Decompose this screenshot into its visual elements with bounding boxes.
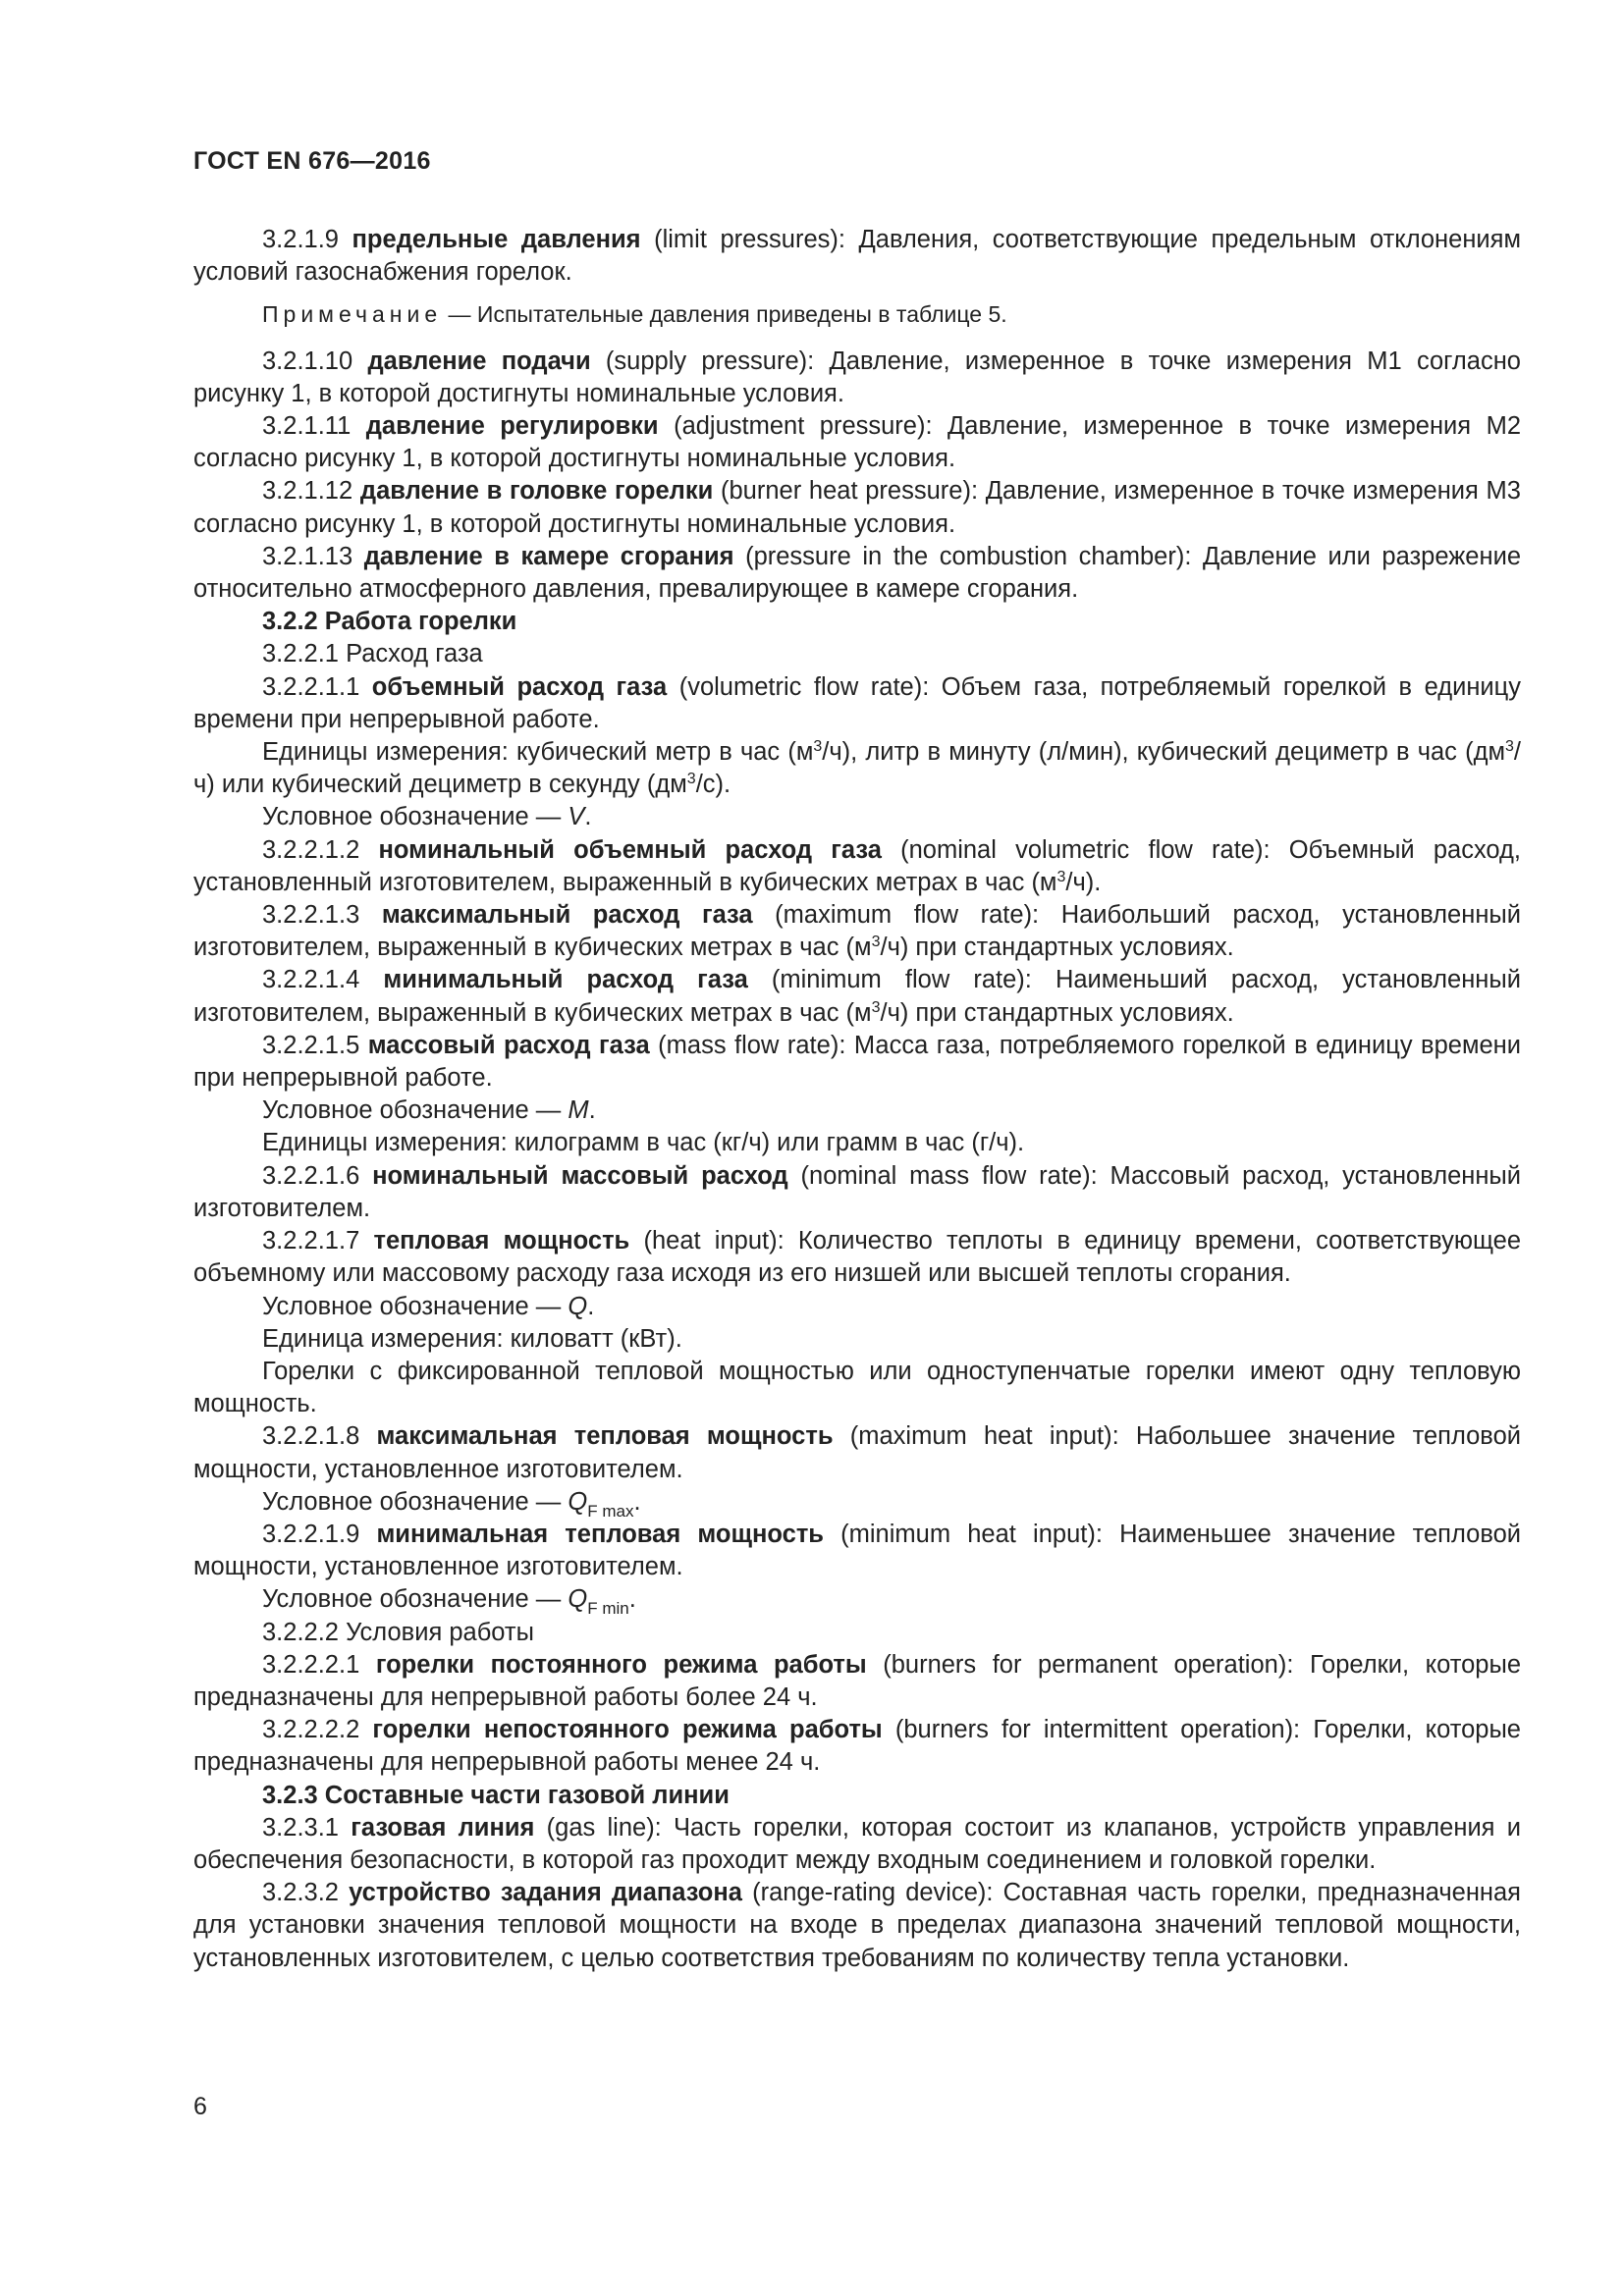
term: максимальная тепловая мощность [376,1422,834,1451]
definition-3-2-2-1-5: 3.2.2.1.5 массовый расход газа (mass flow rate): Масса газа, потребляемого горелкой в единицу времени при непрерывной работе. [193,1031,1521,1093]
section-heading-3-2-2: 3.2.2 Работа горелки [262,608,517,636]
symbol-m: Условное обозначение — M. [262,1096,596,1125]
document-body [193,224,1521,1975]
section-heading-3-2-3: 3.2.3 Составные части газовой линии [262,1781,730,1809]
definition-3-2-3-1: 3.2.3.1 газовая линия (gas line): Часть горелки, которая состоит из клапанов, устройств управления и обеспечения безопасности, в которой газ проходит между входным соединением и головкой горелки. [193,1813,1521,1874]
subsection-3-2-2-1: 3.2.2.1 Расход газа [262,640,483,668]
page-number: 6 [193,2093,207,2120]
term: минимальный расход газа [383,966,748,994]
definition-3-2-3-2: 3.2.3.2 устройство задания диапазона (range-rating device): Составная часть горелки, предназначенная для установки значения тепловой мощности на входе в пределах диапазона значений тепловой мощности, установленных изготовителем, с целью соответствия требованиям по количеству тепла установки. [193,1879,1521,1972]
units-mass: Единицы измерения: килограмм в час (кг/ч) или грамм в час (г/ч). [262,1129,1025,1157]
term: давление в головке горелки [359,477,714,506]
term: предельные давления [352,226,641,253]
term: давление подачи [367,347,591,375]
definition-3-2-2-1-1: 3.2.2.1.1 объемный расход газа (volumetric flow rate): Объем газа, потребляемый горелкой в единицу времени при непрерывной работе. [193,672,1522,733]
definition-3-2-1-10: 3.2.1.10 давление подачи (supply pressure): Давление, измеренное в точке измерения М1 согласно рисунку 1, в которой достигнуты номинальные условия. [193,347,1521,407]
term: номинальный массовый расход [372,1161,788,1190]
term: давление регулировки [365,412,659,441]
definition-3-2-2-1-4: 3.2.2.1.4 минимальный расход газа (minimum flow rate): Наименьший расход, установленный изготовителем, выраженный в кубических метрах в час $(м^3/ч)$ при стандартных условиях. [193,966,1521,1027]
term: тепловая мощность [373,1227,630,1255]
definition-3-2-2-1-9: 3.2.2.1.9 минимальная тепловая мощность (minimum heat input): Наименьшее значение тепловой мощности, установленное изготовителем. [193,1520,1521,1581]
definition-3-2-1-11: 3.2.1.11 давление регулировки (adjustment pressure): Давление, измеренное в точке измерения М2 согласно рисунку 1, в которой достигнуты номинальные условия. [193,412,1522,473]
definition-3-2-2-2-1: 3.2.2.2.1 горелки постоянного режима работы (burners for permanent operation): Горелки, которые предназначены для непрерывной работы более 24 ч. [193,1650,1522,1711]
symbol-qf-max: Условное обозначение — $Q_{F max}$. [262,1487,641,1521]
term: номинальный объемный расход газа [378,835,882,864]
definition-3-2-1-12: 3.2.1.12 давление в головке горелки (burner heat pressure): Давление, измеренное в точке измерения М3 согласно рисунку 1, в которой достигнуты номинальные условия. [193,477,1521,538]
unit-kw: Единица измерения: киловатт (кВт). [262,1324,682,1353]
definition-3-2-2-2-2: 3.2.2.2.2 горелки непостоянного режима работы (burners for intermittent operation): Горелки, которые предназначены для непрерывной работы менее 24 ч. [193,1716,1521,1777]
term: максимальный расход газа [381,901,753,930]
symbol-qf-min: Условное обозначение — $Q_{F min}$. [262,1585,636,1619]
units-volumetric: Единицы измерения: кубический метр в час $(м^3/ч)$, литр в минуту (л/мин), кубический дециметр в час $(дм^3/ч)$ или кубический дециметр в секунду $(дм^3/с)$. [193,738,1521,799]
note-test-pressures: Примечание — Испытательные давления приведены в таблице 5. [262,301,1007,328]
term: устройство задания диапазона [349,1879,742,1907]
note-label: Примечание [262,301,443,328]
definition-3-2-2-1-7: 3.2.2.1.7 тепловая мощность (heat input): Количество теплоты в единицу времени, соответствующее объемному или массовому расходу газа исходя из его низшей или высшей теплоты сгорания. [193,1227,1521,1288]
term: давление в камере сгорания [363,542,734,570]
document-header: ГОСТ EN 676—2016 [193,147,431,175]
term: газовая линия [351,1813,535,1842]
symbol-q: Условное обозначение — Q. [262,1292,595,1320]
symbol-v: Условное обозначение — V. [262,803,592,831]
term: массовый расход газа [367,1031,650,1059]
definition-3-2-2-1-2: 3.2.2.1.2 номинальный объемный расход газа (nominal volumetric flow rate): Объемный расход, установленный изготовителем, выраженный в кубических метрах в час $(м^3/ч)$. [193,835,1522,896]
term: горелки постоянного режима работы [375,1650,867,1679]
term: горелки непостоянного режима работы [372,1716,883,1744]
definition-3-2-2-1-8: 3.2.2.1.8 максимальная тепловая мощность (maximum heat input): Набольшее значение тепловой мощности, установленное изготовителем. [193,1422,1521,1483]
term: минимальная тепловая мощность [376,1520,824,1548]
definition-3-2-1-13: 3.2.1.13 давление в камере сгорания (pressure in the combustion chamber): Давление или разрежение относительно атмосферного давления, превалирующее в камере сгорания. [193,542,1522,604]
definition-3-2-1-9: 3.2.1.9 предельные давления (limit pressures): Давления, соответствующие предельным отклонениям условий газоснабжения горелок. [193,226,1521,287]
subsection-3-2-2-2: 3.2.2.2 Условия работы [262,1618,534,1646]
definition-3-2-2-1-6: 3.2.2.1.6 номинальный массовый расход (nominal mass flow rate): Массовый расход, установленный изготовителем. [193,1161,1521,1222]
definition-3-2-2-1-3: 3.2.2.1.3 максимальный расход газа (maximum flow rate): Наибольший расход, установленный изготовителем, выраженный в кубических метрах в час $(м^3/ч)$ при стандартных условиях. [193,901,1521,962]
fixed-heat-note: Горелки с фиксированной тепловой мощностью или одноступенчатые горелки имеют одну тепловую мощность. [193,1357,1521,1418]
term: объемный расход газа [371,672,668,701]
